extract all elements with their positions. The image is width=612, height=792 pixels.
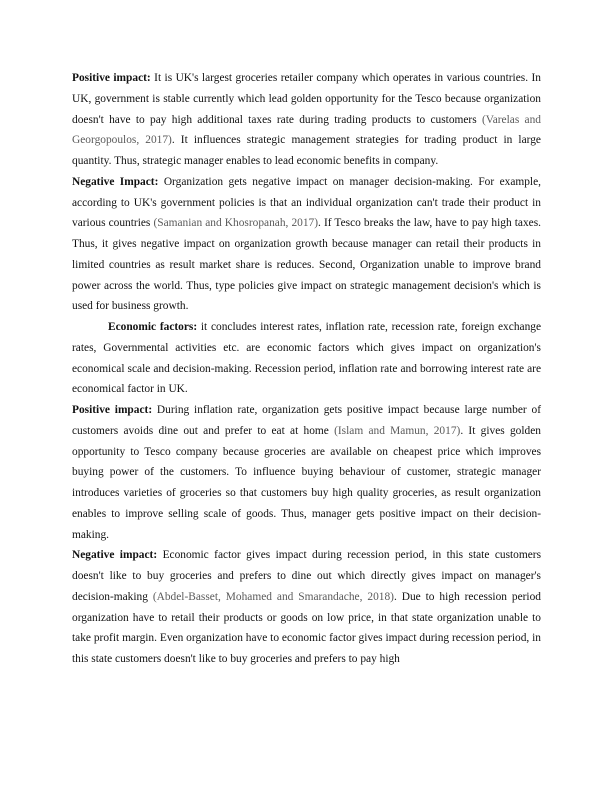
citation: (Abdel-Basset, Mohamed and Smarandache, 2018) bbox=[152, 590, 394, 603]
paragraph-text: . Due to high recession period organization have to retail their products or goods on low price, in that state organization unable to take profit margin. Even organization have to economic factor gives impact during recession period, in this state customers doesn't like to buy groceries and prefers to pay high bbox=[72, 590, 541, 665]
paragraph-text: Organization gets negative impact on manager decision-making. For example, according to UK's government policies is that an individual organization can't trade their product in various countries bbox=[72, 175, 542, 230]
paragraph-text: During inflation rate, organization gets positive impact because large number of customers avoids dine out and prefer to eat at home bbox=[72, 404, 541, 437]
paragraph-text: . It gives golden opportunity to Tesco company because groceries are available on cheapest price which improves buying power of the customers. To influence buying behaviour of customer, strategic manager introduces varieties of groceries so that customers buy high quality groceries, as result organization enables to improve selling scale of goods. Thus, manager gets positive impact on their decision-making. bbox=[72, 424, 541, 541]
paragraph-text: Economic factor gives impact during recession period, in this state customers doesn't like to buy groceries and prefers to dine out which directly gives impact on manager's decision-making bbox=[72, 549, 542, 603]
paragraph-text: . It influences strategic management strategies for trading product in large quantity. Thus, strategic manager enables to lead economic benefits in company. bbox=[72, 134, 541, 167]
paragraph-political-positive-impact bbox=[72, 68, 541, 172]
paragraph-text: It is UK's largest groceries retailer company which operates in various countries. In UK, government is stable currently which lead golden opportunity for the Tesco because organization doesn't have to pay high additional taxes rate during trading products to customers bbox=[72, 72, 541, 126]
paragraph-heading: Negative Impact: bbox=[72, 175, 159, 188]
paragraph-heading: Positive impact: bbox=[72, 404, 153, 416]
paragraph-heading: Positive impact: bbox=[72, 72, 151, 84]
paragraph-heading: Negative impact: bbox=[72, 549, 158, 562]
citation: (Samanian and Khosropanah, 2017) bbox=[153, 217, 319, 230]
citation: (Islam and Mamun, 2017) bbox=[334, 424, 461, 437]
paragraph-economic-negative-impact bbox=[72, 545, 541, 670]
citation: (Varelas and Georgopoulos, 2017) bbox=[72, 113, 542, 147]
paragraph-economic-positive-impact bbox=[72, 400, 541, 545]
paragraph-heading: Economic factors: bbox=[108, 321, 198, 333]
paragraph-economic-factors bbox=[72, 317, 541, 400]
paragraph-text: . If Tesco breaks the law, have to pay high taxes. Thus, it gives negative impact on organization growth because manager can retail their products in limited countries as result market share is reduces. Second, Organization unable to improve brand power across the world. Thus, type policies give impact on strategic management decision's which is used for business growth. bbox=[72, 217, 541, 313]
document-page bbox=[72, 68, 541, 670]
paragraph-political-negative-impact bbox=[72, 172, 541, 317]
paragraph-text: it concludes interest rates, inflation rate, recession rate, foreign exchange rates, Governmental activities etc. are economic factors which gives impact on organization's economical scale and decision-making. Recession period, inflation rate and borrowing interest rate are economical factor in UK. bbox=[72, 321, 542, 396]
